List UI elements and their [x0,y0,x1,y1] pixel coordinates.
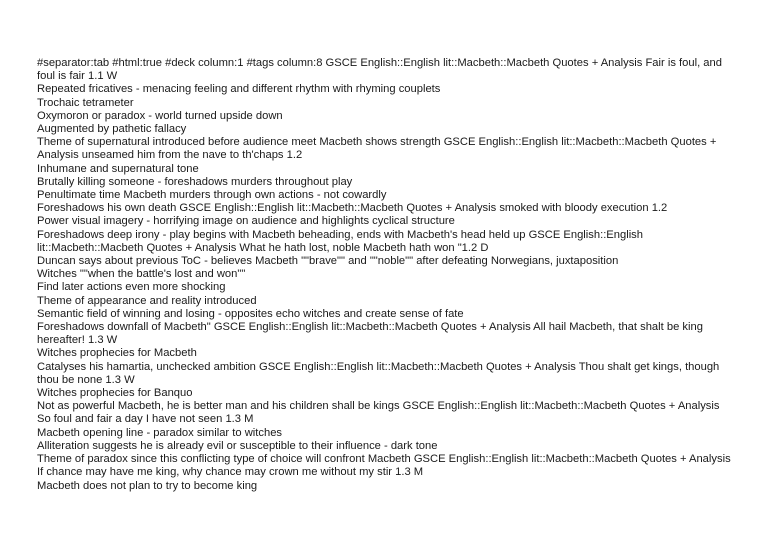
text-line: Theme of paradox since this conflicting type of choice will confront Macbeth GSCE English::English lit::Macbeth::Macbeth Quotes + Analysis If chance may have me king, why chance may crown me without my stir 1.3 M [37,453,731,479]
text-line: Witches ""when the battle's lost and won"" [37,268,246,281]
text-line: Alliteration suggests he is already evil or susceptible to their influence - dark tone [37,439,438,452]
text-line-header: #separator:tab #html:true #deck column:1 #tags column:8 GSCE English::English lit::Macbeth::Macbeth Quotes + Analysis Fair is foul, and foul is fair 1.1 W [37,57,722,83]
text-line: Penultimate time Macbeth murders through own actions - not cowardly [37,189,387,202]
text-line: Inhumane and supernatural tone [37,162,199,175]
text-line: Witches prophecies for Macbeth [37,347,197,360]
text-line: Witches prophecies for Banquo [37,387,193,400]
text-line: Repeated fricatives - menacing feeling and different rhythm with rhyming couplets [37,83,441,96]
text-line: Not as powerful Macbeth, he is better man and his children shall be kings GSCE English::English lit::Macbeth::Macbeth Quotes + Analysis So foul and fair a day I have not seen 1.3 M [37,400,720,426]
text-line: Foreshadows downfall of Macbeth" GSCE English::English lit::Macbeth::Macbeth Quotes + Analysis All hail Macbeth, that shalt be king hereafter! 1.3 W [37,321,703,347]
text-line: Oxymoron or paradox - world turned upside down [37,109,283,122]
text-line: Theme of appearance and reality introduced [37,294,257,307]
text-line: Foreshadows deep irony - play begins with Macbeth beheading, ends with Macbeth's head held up GSCE English::English lit::Macbeth::Macbeth Quotes + Analysis What he hath lost, noble Macbeth hath won "1.2 D [37,228,643,254]
text-line: Power visual imagery - horrifying image on audience and highlights cyclical structure [37,215,455,228]
text-line: Brutally killing someone - foreshadows murders throughout play [37,175,353,188]
text-line: Catalyses his hamartia, unchecked ambition GSCE English::English lit::Macbeth::Macbeth Quotes + Analysis Thou shalt get kings, though thou be none 1.3 W [37,360,720,386]
text-line: Find later actions even more shocking [37,281,226,294]
text-line: Trochaic tetrameter [37,96,134,109]
text-line: Theme of supernatural introduced before audience meet Macbeth shows strength GSCE English::English lit::Macbeth::Macbeth Quotes + Analysis unseamed him from the nave to th'chaps 1.2 [37,136,717,162]
text-line: Macbeth does not plan to try to become king [37,479,258,492]
text-line: Duncan says about previous ToC - believes Macbeth ""brave"" and ""noble"" after defeating Norwegians, juxtaposition [37,255,619,268]
text-line: Augmented by pathetic fallacy [37,123,187,136]
text-line: Semantic field of winning and losing - opposites echo witches and create sense of fate [37,307,464,320]
text-line: Foreshadows his own death GSCE English::English lit::Macbeth::Macbeth Quotes + Analysis smoked with bloody execution 1.2 [37,202,668,215]
text-line: Macbeth opening line - paradox similar to witches [37,426,283,439]
document-body [37,57,731,493]
